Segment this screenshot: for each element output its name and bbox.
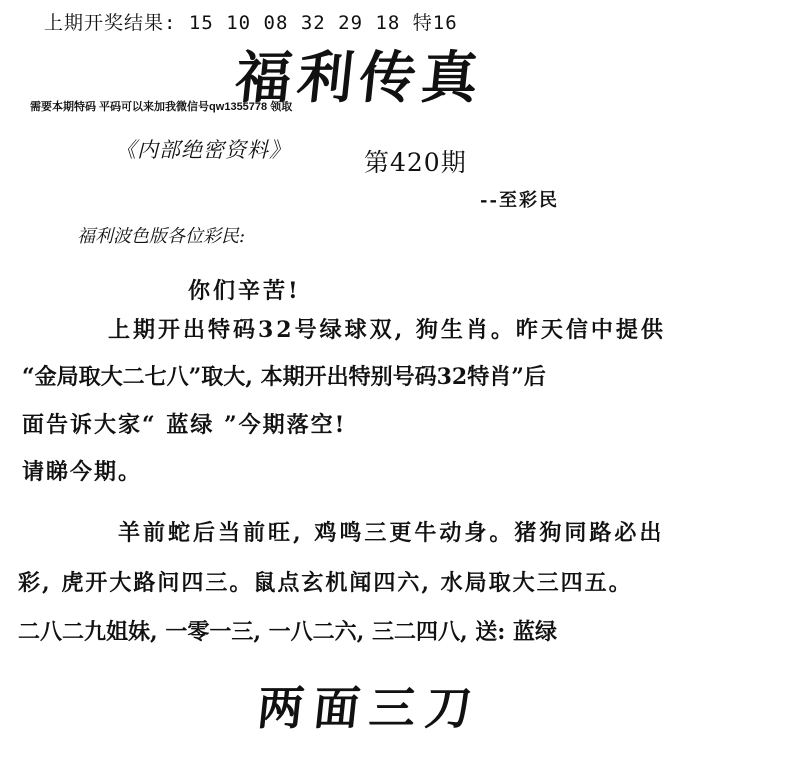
subtitle: 《内部绝密资料》 <box>115 138 291 162</box>
issue-number: 第420期 <box>364 148 467 177</box>
greeting: 福利波色版各位彩民: <box>77 226 246 247</box>
body-line-2: “金局取大二七八”取大, 本期开出特别号码32特肖”后 <box>22 364 546 390</box>
page-title: 福利传真 <box>232 45 488 111</box>
signature: --至彩民 <box>480 190 559 211</box>
body-line-4: 请睇今期。 <box>22 459 143 485</box>
bottom-title: 两面三刀 <box>254 681 485 735</box>
body-line-3: 面告诉大家“ 蓝绿 ”今期落空! <box>22 412 347 438</box>
body-line-1: 上期开出特码32号绿球双, 狗生肖。昨天信中提供 <box>108 317 666 343</box>
last-result-line: 上期开奖结果: 15 10 08 32 29 18 特16 <box>44 12 458 34</box>
hello-line: 你们辛苦! <box>188 278 301 304</box>
contact-line: 需要本期特码 平码可以来加我微信号qw1355778 领取 <box>30 101 293 113</box>
body-line-7: 二八二九姐妹, 一零一三, 一八二六, 三二四八, 送: 蓝绿 <box>18 619 558 645</box>
body-line-6: 彩, 虎开大路问四三。鼠点玄机闻四六, 水局取大三四五。 <box>18 570 633 596</box>
body-line-5: 羊前蛇后当前旺, 鸡鸣三更牛动身。猪狗同路必出 <box>118 520 665 546</box>
